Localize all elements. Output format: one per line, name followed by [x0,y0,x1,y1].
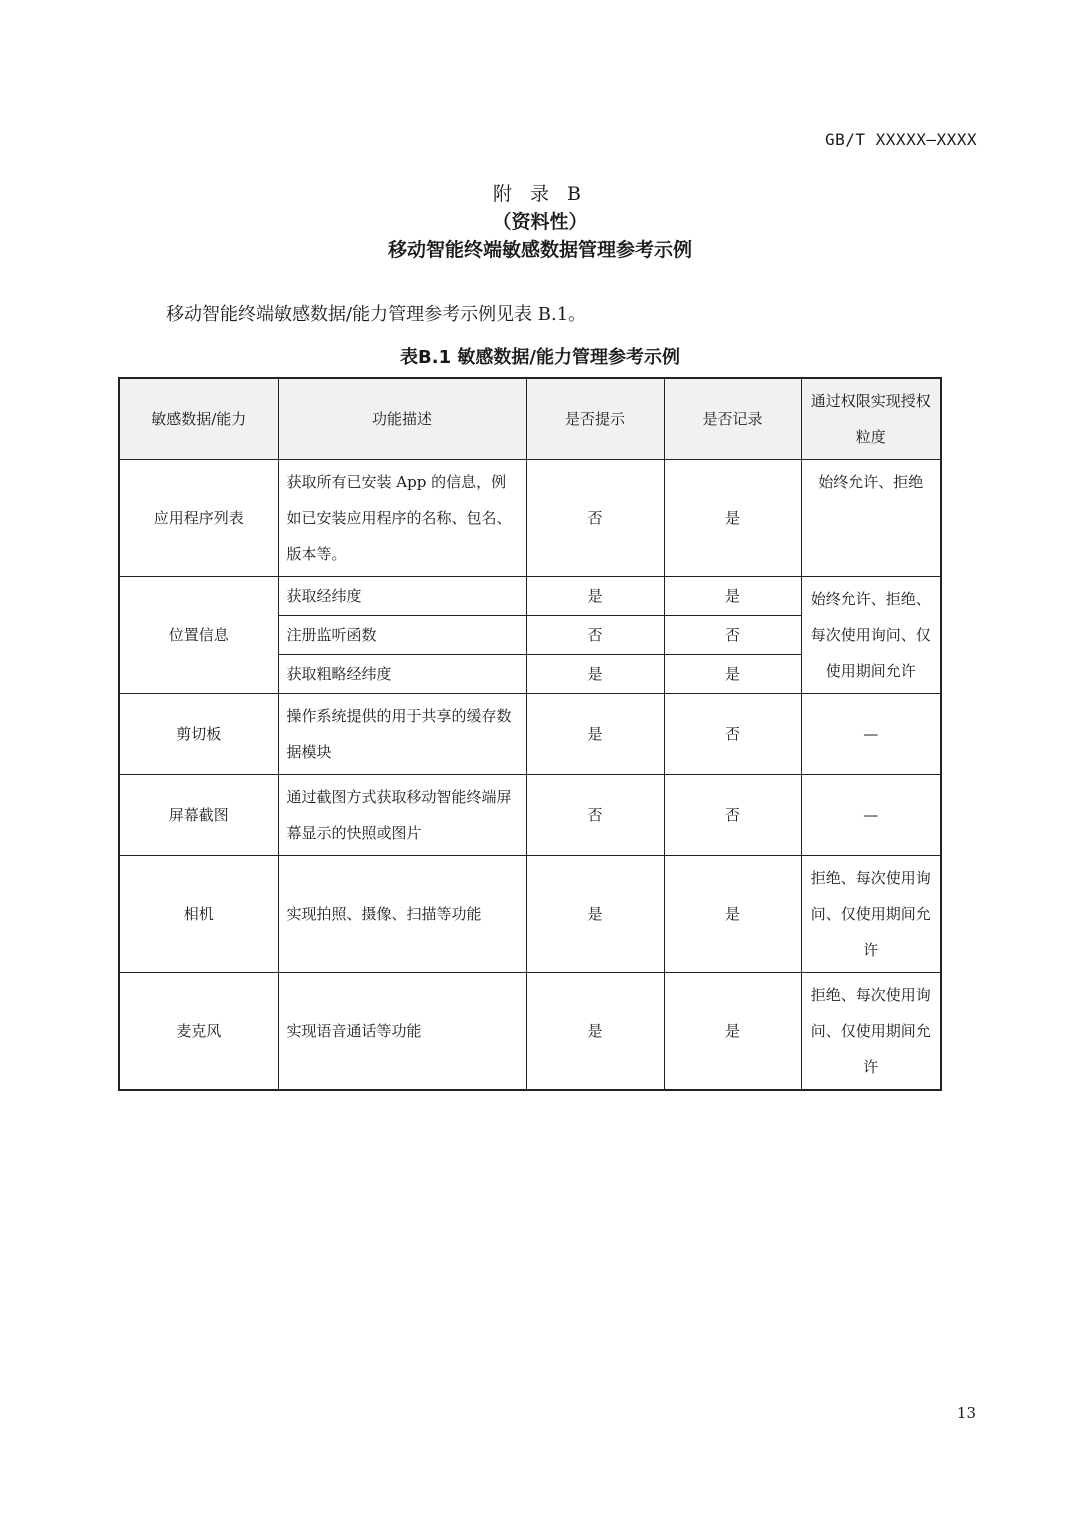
appendix-heading [0,180,1080,264]
table-header-row [119,378,941,460]
sensitive-data-table [118,377,942,1091]
item-cell: 剪切板 [119,694,278,775]
prompt-cell: 是 [526,973,664,1091]
record-cell: 否 [664,775,801,856]
permission-cell: — [801,775,941,856]
record-cell: 是 [664,577,801,616]
prompt-cell: 是 [526,694,664,775]
table-row [119,460,941,577]
item-cell: 麦克风 [119,973,278,1091]
record-cell: 是 [664,973,801,1091]
table-row [119,856,941,973]
table-row [119,775,941,856]
prompt-cell: 是 [526,655,664,694]
appendix-nature: （资料性） [492,211,588,233]
record-cell: 是 [664,655,801,694]
appendix-label: 附 录 B [492,183,588,205]
table-row [119,694,941,775]
permission-cell: — [801,694,941,775]
page-number: 13 [956,1404,976,1422]
table-row [119,577,941,616]
description-cell: 获取经纬度 [278,577,526,616]
record-cell: 否 [664,694,801,775]
header-permission: 通过权限实现授权粒度 [801,378,941,460]
appendix-title: 移动智能终端敏感数据管理参考示例 [387,239,692,261]
description-cell: 获取粗略经纬度 [278,655,526,694]
prompt-cell: 否 [526,460,664,577]
record-cell: 否 [664,616,801,655]
description-cell: 通过截图方式获取移动智能终端屏幕显示的快照或图片 [278,775,526,856]
record-cell: 是 [664,460,801,577]
record-cell: 是 [664,856,801,973]
description-cell: 操作系统提供的用于共享的缓存数据模块 [278,694,526,775]
intro-paragraph: 移动智能终端敏感数据/能力管理参考示例见表 B.1。 [166,304,587,325]
permission-cell: 始终允许、拒绝、每次使用询问、仅使用期间允许 [801,577,941,694]
item-cell: 应用程序列表 [119,460,278,577]
item-cell: 位置信息 [119,577,278,694]
item-cell: 相机 [119,856,278,973]
prompt-cell: 否 [526,616,664,655]
header-description: 功能描述 [278,378,526,460]
header-prompt: 是否提示 [526,378,664,460]
prompt-cell: 是 [526,577,664,616]
prompt-cell: 是 [526,856,664,973]
item-cell: 屏幕截图 [119,775,278,856]
description-cell: 实现拍照、摄像、扫描等功能 [278,856,526,973]
table-row [119,973,941,1091]
description-cell: 获取所有已安装 App 的信息，例如已安装应用程序的名称、包名、版本等。 [278,460,526,577]
prompt-cell: 否 [526,775,664,856]
header-record: 是否记录 [664,378,801,460]
permission-cell: 始终允许、拒绝 [801,460,941,577]
header-item: 敏感数据/能力 [119,378,278,460]
permission-cell: 拒绝、每次使用询问、仅使用期间允许 [801,856,941,973]
document-code: GB/T XXXXX—XXXX [825,130,977,149]
permission-cell: 拒绝、每次使用询问、仅使用期间允许 [801,973,941,1091]
description-cell: 注册监听函数 [278,616,526,655]
table-caption: 表B.1 敏感数据/能力管理参考示例 [400,347,680,368]
description-cell: 实现语音通话等功能 [278,973,526,1091]
